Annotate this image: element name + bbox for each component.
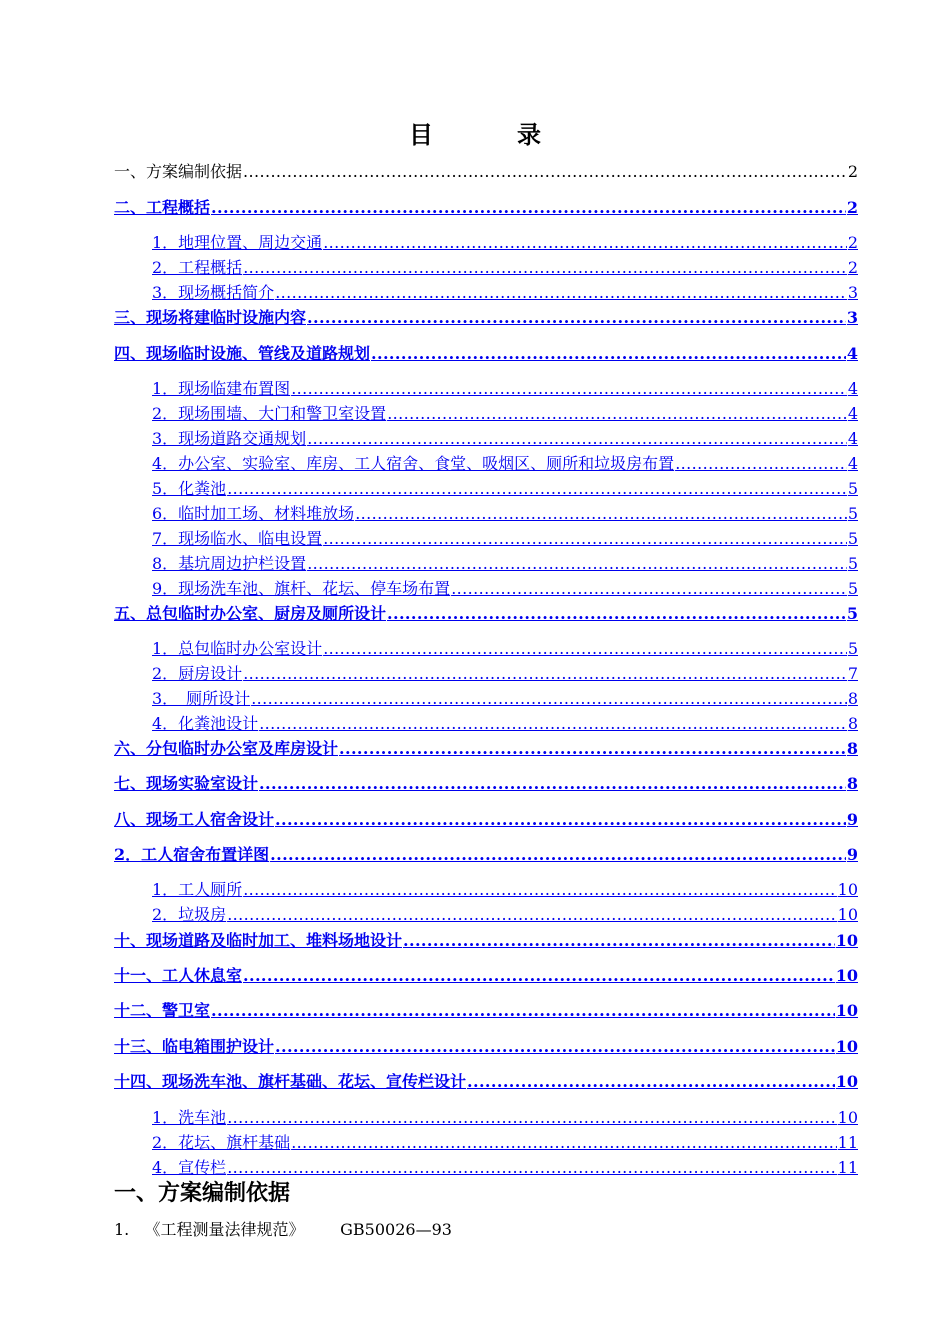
toc-dot-leader bbox=[387, 402, 847, 426]
toc-entry-page: 8 bbox=[846, 774, 858, 793]
toc-entry-label: 2．工程概括 bbox=[152, 258, 243, 277]
toc-entry-label: 1．总包临时办公室设计 bbox=[152, 639, 323, 658]
toc-entry-label: 八、现场工人宿舍设计 bbox=[114, 810, 275, 829]
toc-entry-label: 2．垃圾房 bbox=[152, 905, 227, 924]
toc-dot-leader bbox=[227, 1156, 836, 1180]
toc-entry-page: 10 bbox=[837, 1108, 858, 1127]
toc-entry-plain bbox=[0, 160, 950, 184]
toc-dot-leader bbox=[275, 1035, 835, 1059]
toc-entry-label: 十、现场道路及临时加工、堆料场地设计 bbox=[114, 931, 403, 950]
toc-dot-leader bbox=[211, 196, 846, 220]
toc-entry-page: 8 bbox=[847, 714, 858, 733]
toc-dot-leader bbox=[227, 903, 836, 927]
toc-dot-leader bbox=[323, 637, 847, 661]
toc-dot-leader bbox=[323, 527, 847, 551]
toc-entry-label: 三、现场将建临时设施内容 bbox=[114, 308, 307, 327]
toc-entry-page: 8 bbox=[846, 739, 858, 758]
toc-entry-page: 9 bbox=[846, 845, 858, 864]
toc-entry-label: 十三、临电箱围护设计 bbox=[114, 1037, 275, 1056]
toc-dot-leader bbox=[243, 256, 847, 280]
toc-dot-leader bbox=[675, 452, 847, 476]
toc-entry-link[interactable] bbox=[0, 527, 950, 551]
toc-entry-link[interactable] bbox=[0, 1106, 950, 1130]
toc-entry-page: 5 bbox=[847, 639, 858, 658]
toc-entry-page: 5 bbox=[846, 604, 858, 623]
toc-entry-link[interactable] bbox=[0, 1156, 950, 1180]
toc-dot-leader bbox=[243, 662, 847, 686]
toc-entry-link[interactable] bbox=[0, 402, 950, 426]
toc-entry-page: 10 bbox=[835, 931, 858, 950]
toc-entry-page: 5 bbox=[847, 579, 858, 598]
toc-dot-leader bbox=[451, 577, 847, 601]
toc-entry-link[interactable] bbox=[0, 772, 950, 796]
toc-entry-page: 4 bbox=[847, 429, 858, 448]
toc-entry-link[interactable] bbox=[0, 1131, 950, 1155]
toc-entry-page: 4 bbox=[846, 344, 858, 363]
toc-dot-leader bbox=[243, 878, 836, 902]
toc-entry-link[interactable] bbox=[0, 999, 950, 1023]
toc-title: 目 录 bbox=[409, 120, 571, 149]
toc-dot-leader bbox=[291, 1131, 836, 1155]
toc-entry-label: 十四、现场洗车池、旗杆基础、花坛、宣传栏设计 bbox=[114, 1072, 467, 1091]
toc-entry-link[interactable] bbox=[0, 878, 950, 902]
toc-entry-label: 1．现场临建布置图 bbox=[152, 379, 291, 398]
toc-dot-leader bbox=[275, 281, 847, 305]
toc-entry-page: 10 bbox=[835, 1001, 858, 1020]
toc-entry-page: 3 bbox=[847, 283, 858, 302]
toc-dot-leader bbox=[275, 808, 846, 832]
toc-dot-leader bbox=[387, 602, 846, 626]
toc-entry-link[interactable] bbox=[0, 281, 950, 305]
toc-entry-link[interactable] bbox=[0, 452, 950, 476]
toc-entry-page: 5 bbox=[847, 504, 858, 523]
toc-entry-link[interactable] bbox=[0, 602, 950, 626]
toc-entry-page: 3 bbox=[846, 308, 858, 327]
toc-entry-page: 10 bbox=[837, 880, 858, 899]
toc-entry-link[interactable] bbox=[0, 712, 950, 736]
toc-entry-page: 10 bbox=[835, 966, 858, 985]
toc-entry-page: 7 bbox=[847, 664, 858, 683]
toc-entry-link[interactable] bbox=[0, 306, 950, 330]
toc-dot-leader bbox=[355, 502, 847, 526]
toc-entry-link[interactable] bbox=[0, 196, 950, 220]
toc-entry-page: 5 bbox=[847, 554, 858, 573]
toc-entry-label: 七、现场实验室设计 bbox=[114, 774, 259, 793]
toc-entry-page: 4 bbox=[847, 404, 858, 423]
toc-entry-link[interactable] bbox=[0, 964, 950, 988]
toc-entry-label: 3．现场道路交通规划 bbox=[152, 429, 307, 448]
toc-entry-link[interactable] bbox=[0, 1035, 950, 1059]
toc-entry-label: 4．化粪池设计 bbox=[152, 714, 259, 733]
toc-entry-page: 8 bbox=[847, 689, 858, 708]
toc-entry-link[interactable] bbox=[0, 377, 950, 401]
toc-entry-page: 2 bbox=[846, 198, 858, 217]
toc-dot-leader bbox=[227, 1106, 836, 1130]
toc-entry-link[interactable] bbox=[0, 662, 950, 686]
toc-entry-link[interactable] bbox=[0, 843, 950, 867]
toc-entry-label: 2．花坛、旗杆基础 bbox=[152, 1133, 291, 1152]
toc-dot-leader bbox=[251, 687, 847, 711]
toc-entry-link[interactable] bbox=[0, 903, 950, 927]
toc-entry-link[interactable] bbox=[0, 1070, 950, 1094]
toc-entry-page: 10 bbox=[835, 1072, 858, 1091]
toc-entry-page: 2 bbox=[847, 233, 858, 252]
toc-entry-link[interactable] bbox=[0, 502, 950, 526]
toc-entry-label: 2．现场围墙、大门和警卫室设置 bbox=[152, 404, 387, 423]
toc-dot-leader bbox=[270, 843, 846, 867]
toc-entry-label: 十一、工人休息室 bbox=[114, 966, 243, 985]
toc-dot-leader bbox=[243, 964, 835, 988]
toc-entry-link[interactable] bbox=[0, 577, 950, 601]
toc-dot-leader bbox=[227, 477, 847, 501]
toc-dot-leader bbox=[467, 1070, 835, 1094]
toc-entry-page: 4 bbox=[847, 454, 858, 473]
toc-dot-leader bbox=[259, 712, 847, 736]
toc-entry-label: 6．临时加工场、材料堆放场 bbox=[152, 504, 355, 523]
toc-entry-label: 四、现场临时设施、管线及道路规划 bbox=[114, 344, 371, 363]
toc-entry-link[interactable] bbox=[0, 256, 950, 280]
toc-entry-label: 3． 厕所设计 bbox=[152, 689, 251, 708]
toc-entry-page: 9 bbox=[846, 810, 858, 829]
toc-entry-link[interactable] bbox=[0, 552, 950, 576]
toc-dot-leader bbox=[259, 772, 846, 796]
toc-entry-label: 二、工程概括 bbox=[114, 198, 211, 217]
toc-dot-leader bbox=[291, 377, 847, 401]
toc-entry-link[interactable] bbox=[0, 477, 950, 501]
toc-entry-label: 1．洗车池 bbox=[152, 1108, 227, 1127]
toc-entry-label: 4．宣传栏 bbox=[152, 1158, 227, 1177]
toc-entry-link[interactable] bbox=[0, 808, 950, 832]
toc-entry-page: 4 bbox=[847, 379, 858, 398]
toc-entry-label: 一、方案编制依据 bbox=[114, 162, 243, 181]
toc-dot-leader bbox=[307, 306, 846, 330]
toc-dot-leader bbox=[211, 999, 835, 1023]
toc-entry-link[interactable] bbox=[0, 737, 950, 761]
toc-dot-leader bbox=[339, 737, 846, 761]
reference-item: 1. 《工程测量法律规范》 GB50026—93 bbox=[114, 1220, 452, 1239]
toc-entry-label: 7．现场临水、临电设置 bbox=[152, 529, 323, 548]
toc-entry-label: 3．现场概括简介 bbox=[152, 283, 275, 302]
toc-entry-page: 10 bbox=[837, 905, 858, 924]
toc-entry-link[interactable] bbox=[0, 687, 950, 711]
toc-entry-label: 1．地理位置、周边交通 bbox=[152, 233, 323, 252]
toc-entry-page: 11 bbox=[837, 1158, 858, 1177]
toc-entry-label: 五、总包临时办公室、厨房及厕所设计 bbox=[114, 604, 387, 623]
toc-entry-page: 11 bbox=[837, 1133, 858, 1152]
toc-entry-page: 10 bbox=[835, 1037, 858, 1056]
toc-entry-link[interactable] bbox=[0, 231, 950, 255]
toc-dot-leader bbox=[371, 342, 846, 366]
toc-entry-label: 5．化粪池 bbox=[152, 479, 227, 498]
toc-entry-label: 十二、警卫室 bbox=[114, 1001, 211, 1020]
toc-entry-page: 5 bbox=[847, 479, 858, 498]
toc-entry-label: 4．办公室、实验室、库房、工人宿舍、食堂、吸烟区、厕所和垃圾房布置 bbox=[152, 454, 675, 473]
toc-dot-leader bbox=[243, 160, 847, 184]
toc-entry-label: 2．工人宿舍布置详图 bbox=[114, 845, 270, 864]
toc-entry-link[interactable] bbox=[0, 637, 950, 661]
toc-dot-leader bbox=[323, 231, 847, 255]
toc-entry-label: 9．现场洗车池、旗杆、花坛、停车场布置 bbox=[152, 579, 451, 598]
toc-entry-label: 1．工人厕所 bbox=[152, 880, 243, 899]
toc-entry-label: 六、分包临时办公室及库房设计 bbox=[114, 739, 339, 758]
toc-dot-leader bbox=[403, 929, 835, 953]
toc-entry-link[interactable] bbox=[0, 342, 950, 366]
toc-entry-link[interactable] bbox=[0, 929, 950, 953]
toc-entry-link[interactable] bbox=[0, 427, 950, 451]
toc-entry-page: 5 bbox=[847, 529, 858, 548]
toc-dot-leader bbox=[307, 552, 847, 576]
section-heading: 一、方案编制依据 bbox=[114, 1180, 291, 1206]
toc-dot-leader bbox=[307, 427, 847, 451]
toc-entry-page: 2 bbox=[847, 162, 858, 181]
toc-entry-label: 2．厨房设计 bbox=[152, 664, 243, 683]
toc-entry-page: 2 bbox=[847, 258, 858, 277]
toc-entry-label: 8．基坑周边护栏设置 bbox=[152, 554, 307, 573]
